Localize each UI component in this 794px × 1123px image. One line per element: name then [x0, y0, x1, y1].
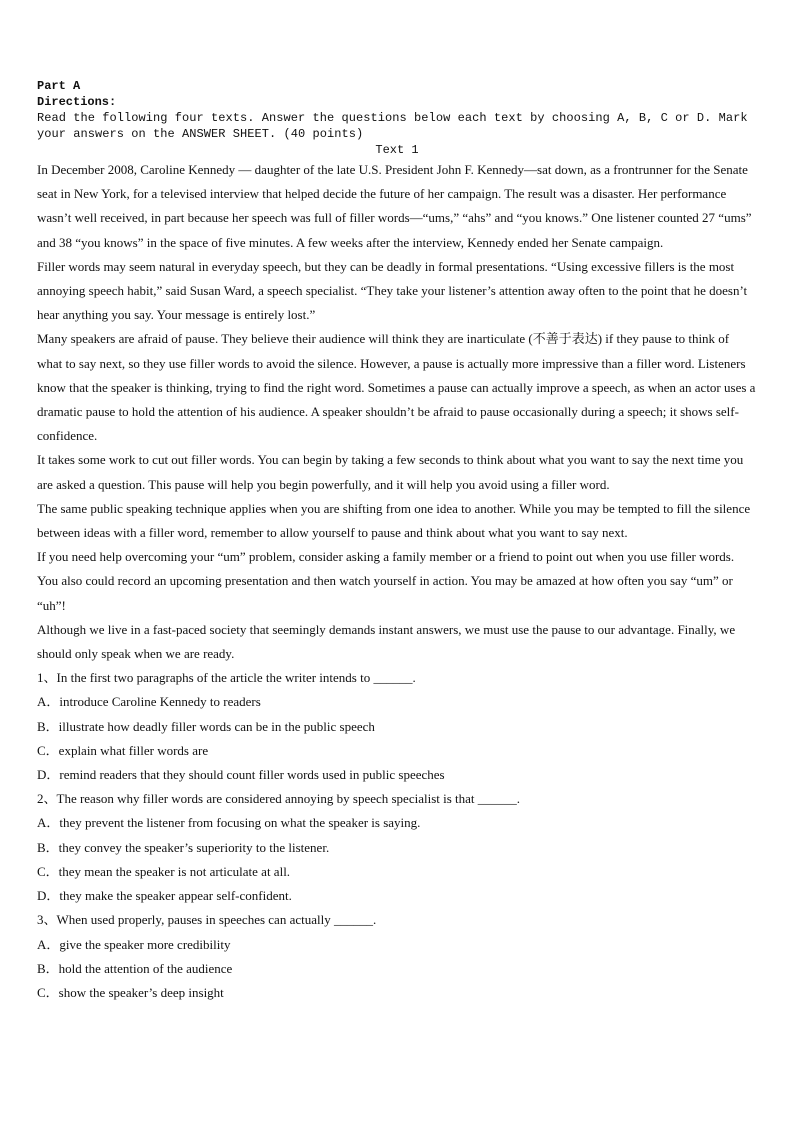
passage-paragraph: Filler words may seem natural in everyday speech, but they can be deadly in formal presentations. “Using excessive fillers is the most annoying speech habit,” said Susan Ward, a speech specialist. “They take your listener’s attention away often to the point that he doesn’t hear anything you say. Your message is entirely lost.” [37, 258, 748, 323]
question-list [37, 666, 757, 1005]
option-a: A．introduce Caroline Kennedy to readers [37, 694, 261, 710]
option-a: A．give the speaker more credibility [37, 936, 231, 952]
option-c: C．they mean the speaker is not articulate at all. [37, 863, 291, 879]
passage-paragraph: In December 2008, Caroline Kennedy — daughter of the late U.S. President John F. Kennedy—sat down, as a frontrunner for the Senate seat in New York, for a televised interview that helped decide the future of her campaign. The result was a disaster. Her performance wasn’t well received, in part because her speech was full of filler words—“ums,” “ahs” and “you knows.” One listener counted 27 “ums” and 38 “you knows” in the space of five minutes. A few weeks after the interview, Kennedy ended her Senate campaign. [37, 162, 752, 250]
question-3 [37, 908, 757, 1005]
question-stem: 2、The reason why filler words are considered annoying by speech specialist is that ______. [37, 791, 521, 807]
option-c: C．explain what filler words are [37, 742, 209, 758]
directions-label: Directions: [37, 95, 117, 109]
passage-paragraph: Although we live in a fast-paced society that seemingly demands instant answers, we must use the pause to our advantage. Finally, we should only speak when we are ready. [37, 621, 736, 662]
directions-text: Read the following four texts. Answer the questions below each text by choosing A, B, C or D. Mark your answers on the ANSWER SHEET. (40 points) [37, 111, 748, 141]
option-c: C．show the speaker’s deep insight [37, 984, 224, 1000]
option-a: A．they prevent the listener from focusing on what the speaker is saying. [37, 815, 421, 831]
exam-page [37, 78, 757, 1005]
option-b: B．they convey the speaker’s superiority to the listener. [37, 839, 330, 855]
option-b: B．illustrate how deadly filler words can be in the public speech [37, 718, 375, 734]
question-stem: 3、When used properly, pauses in speeches can actually ______. [37, 912, 377, 928]
passage-paragraph: Many speakers are afraid of pause. They believe their audience will think they are inarticulate (不善于表达) if they pause to think of what to say next, so they use filler words to avoid the silence. However, a pause is actually more impressive than a filler word. Listeners know that the speaker is thinking, trying to find the right word. Sometimes a pause can actually improve a speech, as when an actor uses a dramatic pause to hold the attention of his audience. A speaker shouldn’t be afraid to pause occasionally during a speech; it shows self-confidence. [37, 331, 756, 444]
question-stem: 1、In the first two paragraphs of the article the writer intends to ______. [37, 670, 416, 686]
question-1 [37, 666, 757, 787]
question-2 [37, 787, 757, 908]
passage-paragraph: The same public speaking technique applies when you are shifting from one idea to another. While you may be tempted to fill the silence between ideas with a filler word, remember to allow yourself to pause and think about what you want to say next. [37, 500, 751, 541]
option-b: B．hold the attention of the audience [37, 960, 233, 976]
passage [37, 158, 757, 666]
option-d: D．they make the speaker appear self-confident. [37, 888, 292, 904]
passage-paragraph: It takes some work to cut out filler words. You can begin by taking a few seconds to think about what you want to say the next time you are asked a question. This pause will help you begin powerfully, and it will help you avoid using a filler word. [37, 452, 744, 492]
part-heading: Part A [37, 79, 81, 93]
option-d: D．remind readers that they should count filler words used in public speeches [37, 767, 445, 783]
text-title: Text 1 [375, 143, 419, 157]
passage-paragraph: If you need help overcoming your “um” problem, consider asking a family member or a friend to point out when you use filler words. You also could record an upcoming presentation and then watch yourself in action. You may be amazed at how often you say “um” or “uh”! [37, 549, 735, 613]
